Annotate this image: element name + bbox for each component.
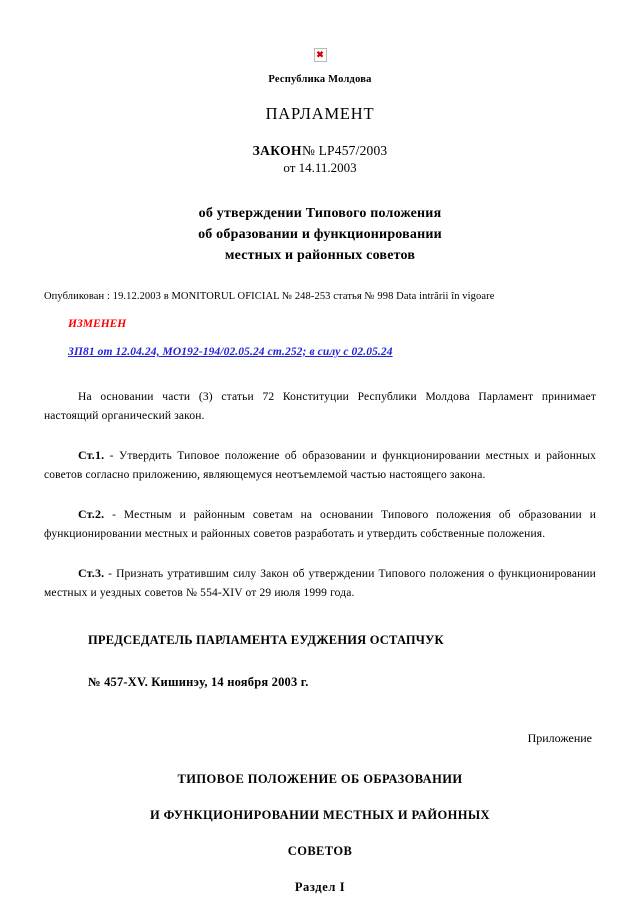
- document-title-line-2: об образовании и функционировании: [198, 227, 442, 242]
- republic-heading: Республика Молдова: [268, 74, 372, 85]
- institution-heading: ПАРЛАМЕНТ: [265, 104, 375, 123]
- annex-title-line-1: ТИПОВОЕ ПОЛОЖЕНИЕ ОБ ОБРАЗОВАНИИ: [177, 772, 463, 786]
- law-number-place-date: № 457-XV. Кишинэу, 14 ноября 2003 г.: [88, 675, 309, 689]
- emblem-container: [44, 0, 596, 64]
- article-1-paragraph: [44, 446, 596, 485]
- publication-info: Опубликован : 19.12.2003 в MONITORUL OFICIAL № 248-253 статья № 998 Data intrării în vigoare: [44, 291, 495, 302]
- law-label: ЗАКОН: [252, 143, 302, 158]
- document-title: [44, 203, 596, 266]
- document-title-line-1: об утверждении Типового положения: [198, 206, 442, 221]
- article-2-marker: Ст.2.: [78, 507, 105, 521]
- article-3-paragraph: [44, 564, 596, 603]
- article-1-marker: Ст.1.: [78, 448, 105, 462]
- article-3-marker: Ст.3.: [78, 566, 105, 580]
- annex-title-line-3: СОВЕТОВ: [287, 844, 353, 858]
- article-2-paragraph: [44, 505, 596, 544]
- document-title-line-3: местных и районных советов: [224, 248, 416, 263]
- law-number: № LP457/2003: [301, 143, 388, 158]
- chairman-signature: ПРЕДСЕДАТЕЛЬ ПАРЛАМЕНТА ЕУДЖЕНИЯ ОСТАПЧУК: [88, 633, 444, 647]
- amended-status-badge: ИЗМЕНЕН: [68, 318, 127, 330]
- annex-label: Приложение: [527, 731, 592, 745]
- law-number-line: [44, 143, 596, 159]
- preamble-paragraph: На основании части (3) статьи 72 Конституции Республики Молдова Парламент принимает настоящий органический закон.: [44, 391, 596, 422]
- broken-image-icon: [314, 48, 327, 62]
- annex-title-line-2: И ФУНКЦИОНИРОВАНИИ МЕСТНЫХ И РАЙОННЫХ: [150, 808, 490, 822]
- amendment-link[interactable]: ЗП81 от 12.04.24, МО192-194/02.05.24 ст.252; в силу с 02.05.24: [68, 346, 393, 358]
- article-3-text: - Признать утратившим силу Закон об утверждении Типового положения о функционировании местных и уездных советов № 554-XIV от 29 июля 1999 года.: [44, 568, 596, 599]
- law-date: от 14.11.2003: [283, 160, 357, 175]
- broken-image-x-glyph: ✖: [316, 49, 324, 60]
- article-1-text: - Утвердить Типовое положение об образовании и функционировании местных и районных советов согласно приложению, являющемуся неотъемлемой частью настоящего закона.: [44, 450, 596, 481]
- annex-section-label: Раздел I: [294, 880, 346, 894]
- article-2-text: - Местным и районным советам на основании Типового положения об образовании и функционировании местных и районных советов разработать и утвердить собственные положения.: [44, 509, 596, 540]
